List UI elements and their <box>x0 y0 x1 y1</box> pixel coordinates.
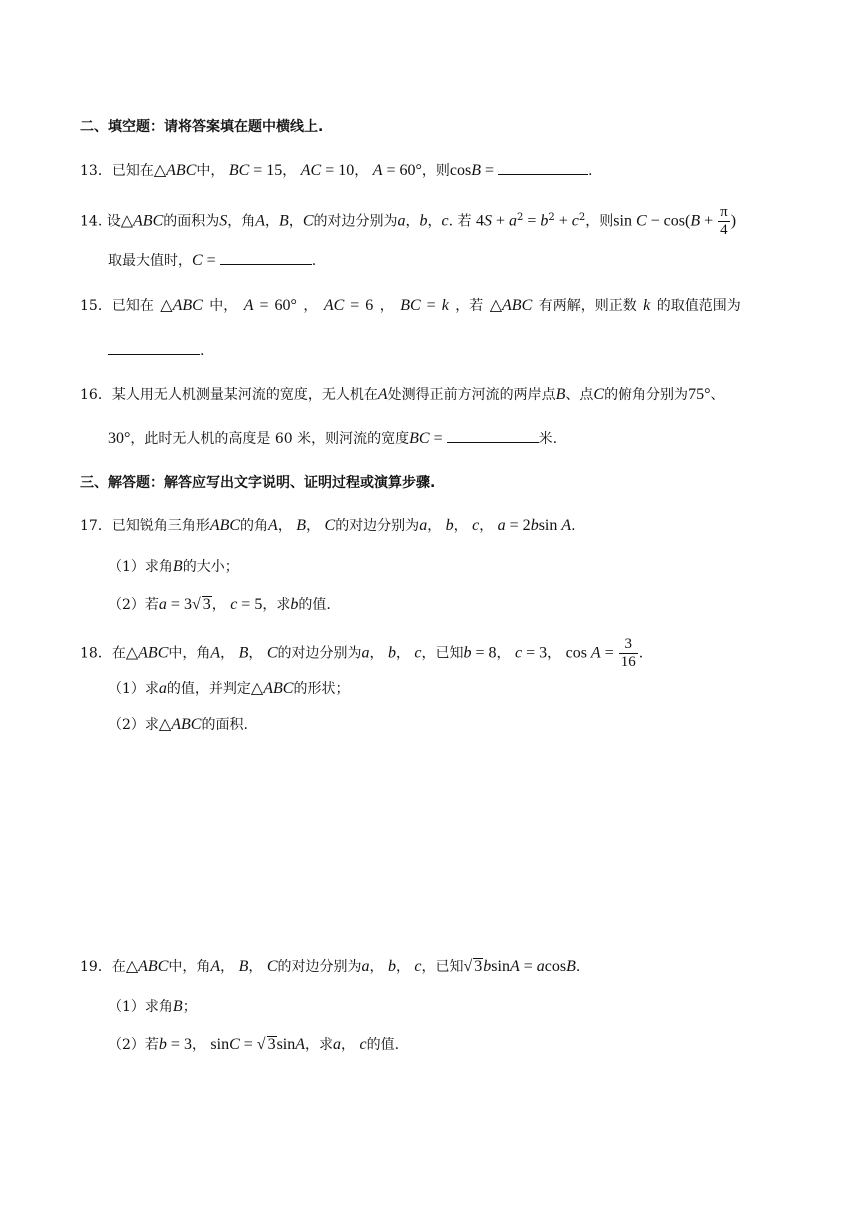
question-19-part-2: （2）若b = 3， sinC = √ 3sinA，求a， c的值. <box>108 1036 400 1053</box>
q19-text: 若 <box>144 1037 159 1053</box>
question-14-cont: 取最大值时，C = . <box>108 252 317 269</box>
q15-text: . <box>200 343 205 359</box>
question-16-cont: 30°，此时无人机的高度是 60 米，则河流的宽度BC = 米. <box>108 430 558 447</box>
section-fill-in-heading: 二、填空题：请将答案填在题中横线上. <box>80 119 324 135</box>
q18-text: 的形状； <box>293 681 350 697</box>
q19-text: ； <box>182 999 197 1015</box>
q15-text: 的取值范围为 <box>656 298 741 314</box>
question-15-cont <box>108 340 204 362</box>
q14-text: ，角 <box>227 213 256 230</box>
q19-text: 求角 <box>144 999 173 1015</box>
q18-number: 18． <box>80 645 112 662</box>
q13-number: 13． <box>80 163 112 179</box>
section-answer-heading: 三、解答题：解答应写出文字说明、证明过程或演算步骤. <box>80 475 436 491</box>
q18-text: 的对边分别为 <box>277 645 362 662</box>
q18-text: 的值，并判定 <box>166 681 251 697</box>
q19-text: 的对边分别为 <box>277 959 362 975</box>
q19-number: 19． <box>80 959 112 975</box>
question-17-part-1: （1）求角B的大小； <box>108 558 239 575</box>
q19-text: 在 <box>111 959 126 975</box>
question-16: 16．某人用无人机测量某河流的宽度，无人机在A处测得正前方河流的两岸点B、点C的俯角分别为75°、 <box>80 386 725 403</box>
q16-text: 、 <box>710 387 725 403</box>
q14-text: . 若 <box>448 213 472 230</box>
q17-number: 17． <box>80 518 112 534</box>
question-15: 15．已知在 △ABC 中， A = 60° ， AC = 6 ， BC = k ，若 △ABC 有两解，则正数 k 的取值范围为 <box>80 297 741 314</box>
answer-blank[interactable] <box>498 160 588 175</box>
q15-text: 有两解，则正数 <box>538 298 637 314</box>
q19-text: ，已知 <box>421 959 464 975</box>
q17-text: 的大小； <box>182 559 239 575</box>
part-label: （1） <box>108 559 145 575</box>
question-19: 19．在△ABC中，角A， B， C的对边分别为a， b， c，已知√ 3bsinA = acosB. <box>80 958 581 975</box>
question-18-part-1: （1）求a的值，并判定△ABC的形状； <box>108 680 350 697</box>
question-17: 17．已知锐角三角形ABC的角A， B， C的对边分别为a， b， c， a = 2bsin A. <box>80 517 576 534</box>
question-14: 14. 设△ABC的面积为S，角A，B，C的对边分别为a，b，c. 若 $4S + a^2 = b^2 + c^2$，则sin C − cos(B + $\frac{\pi}{4}$ ) <box>80 204 737 238</box>
part-label: （1） <box>108 999 145 1015</box>
part-label: （2） <box>108 597 145 613</box>
answer-blank[interactable] <box>220 250 312 265</box>
q17-text: 已知锐角三角形 <box>111 518 210 534</box>
question-13: 13．已知在△ABC中， BC = 15， AC = 10， A = 60°，则cosB = . <box>80 162 593 179</box>
q13-text: . <box>588 163 593 179</box>
part-label: （2） <box>108 717 145 733</box>
q17-text: 的对边分别为 <box>335 518 420 534</box>
q14-number: 14. <box>80 213 107 230</box>
q15-text: ， <box>379 298 394 314</box>
question-18-part-2: （2）求△ABC的面积. <box>108 716 248 733</box>
q13-text: ， <box>282 163 297 179</box>
q18-text: 在 <box>111 645 126 662</box>
q15-number: 15． <box>80 298 112 314</box>
q17-text: 的值. <box>298 597 331 613</box>
question-18: 18．在△ABC中，角A， B， C的对边分别为a， b， c，已知b = 8， c = 3， cos A = $\frac{3}{16}$ . <box>80 636 644 670</box>
part-label: （2） <box>108 1037 145 1053</box>
q14-text: 的面积为 <box>163 213 220 230</box>
q14-text: ，则 <box>585 213 614 230</box>
q14-text: 设 <box>106 213 121 230</box>
q15-text: ， <box>303 298 318 314</box>
part-label: （1） <box>108 681 145 697</box>
q16-text: 的俯角分别为 <box>604 387 689 403</box>
q15-text: 已知在 <box>111 298 154 314</box>
q14-text: 的对边分别为 <box>313 213 398 230</box>
q13-text: ， <box>354 163 369 179</box>
q14-text: 取最大值时， <box>108 253 192 269</box>
q18-text: 中，角 <box>168 645 211 662</box>
q15-text: ，若 <box>455 298 484 314</box>
question-17-part-2: （2）若a = 3√ 3， c = 5，求b的值. <box>108 596 331 613</box>
q16-text: 某人用无人机测量某河流的宽度，无人机在 <box>111 387 378 403</box>
q16-text: ，此时无人机的高度是 60 米，则河流的宽度 <box>130 431 410 447</box>
q18-text: 的面积. <box>201 717 248 733</box>
q13-text: 中， <box>196 163 225 179</box>
q17-text: 求角 <box>144 559 173 575</box>
q19-text: 中，角 <box>168 959 211 975</box>
q17-text: ，求 <box>262 597 291 613</box>
answer-blank[interactable] <box>447 428 539 443</box>
q13-text: ，则 <box>421 163 450 179</box>
q18-text: 求 <box>144 717 159 733</box>
q16-number: 16． <box>80 387 112 403</box>
q19-text: ，求 <box>305 1037 334 1053</box>
q14-text: . <box>311 253 317 269</box>
q16-text: 米. <box>538 431 558 447</box>
q18-text: 求 <box>144 681 159 697</box>
q17-text: 若 <box>144 597 159 613</box>
q18-text: ，已知 <box>421 645 464 662</box>
q19-text: 的值. <box>366 1037 400 1053</box>
q13-text: 已知在 <box>111 163 154 179</box>
q17-text: 的角 <box>240 518 269 534</box>
answer-blank[interactable] <box>108 340 200 355</box>
q16-text: 处测得正前方河流的两岸点 <box>387 387 556 403</box>
q15-text: 中， <box>209 298 238 314</box>
q16-text: 、点 <box>565 387 594 403</box>
question-19-part-1: （1）求角B； <box>108 998 197 1015</box>
